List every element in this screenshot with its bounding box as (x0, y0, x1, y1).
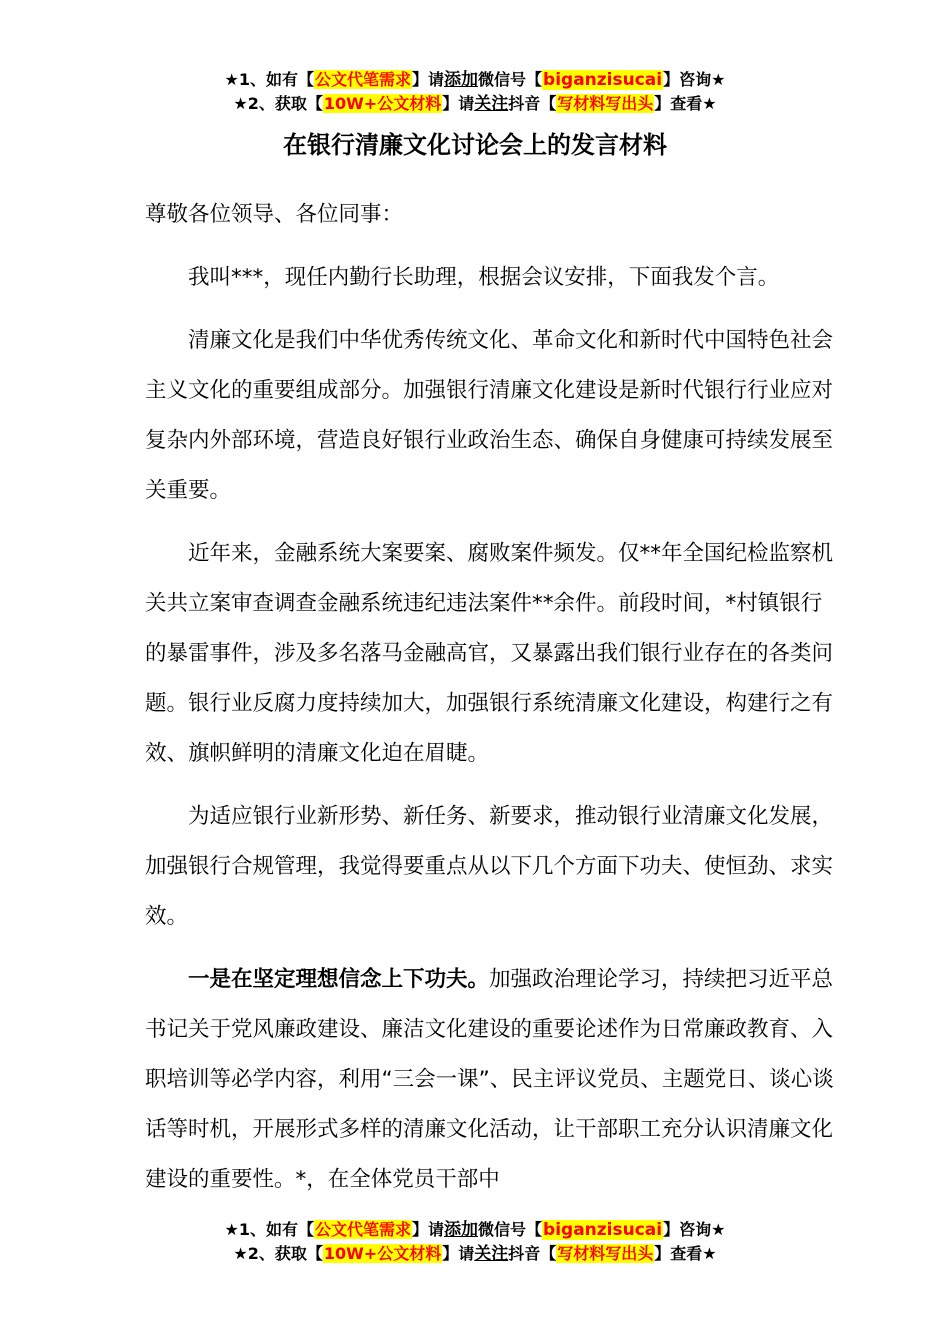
highlight-wechat-id: biganzisucai (543, 70, 663, 90)
document-title: 在银行清廉文化讨论会上的发言材料 (283, 131, 667, 159)
highlight-materials: 10W+公文材料 (323, 94, 442, 113)
highlight-douyin-account: 写材料写出头 (557, 1244, 654, 1263)
paragraph-approach: 为适应银行业新形势、新任务、新要求，推动银行业清廉文化发展，加强银行合规管理，我觉得要重点从以下几个方面下功夫、使恒劲、求实效。 (145, 804, 834, 929)
document-body (145, 190, 835, 1218)
header-banner (0, 68, 950, 116)
footer-banner-line-1: ★1、如有【公文代笔需求】请添加微信号【biganzisucai】咨询★ (224, 1220, 726, 1240)
point-one-text: 加强政治理论学习，持续把习近平总书记关于党风廉政建设、廉洁文化建设的重要论述作为日常廉政教育、入职培训等必学内容，利用“三会一课”、民主评议党员、主题党日、谈心谈话等时机，开展形式多样的清廉文化活动，让干部职工充分认识清廉文化建设的重要性。*，在全体党员干部中 (145, 967, 834, 1192)
footer-banner (0, 1218, 950, 1266)
paragraph-importance: 清廉文化是我们中华优秀传统文化、革命文化和新时代中国特色社会主义文化的重要组成部分。加强银行清廉文化建设是新时代银行行业应对复杂内外部环境，营造良好银行业政治生态、确保自身健康可持续发展至关重要。 (145, 328, 834, 503)
footer-banner-line-2: ★2、获取【10W+公文材料】请关注抖音【写材料写出头】查看★ (233, 1244, 717, 1264)
paragraph-point-one (145, 955, 835, 1205)
point-one-heading: 一是在坚定理想信念上下功夫。 (188, 967, 490, 992)
header-banner-line-1: ★1、如有【公文代笔需求】请添加微信号【biganzisucai】咨询★ (224, 70, 726, 90)
paragraph-intro: 我叫***，现任内勤行长助理，根据会议安排，下面我发个言。 (188, 265, 780, 290)
highlight-wechat-id: biganzisucai (543, 1220, 663, 1240)
highlight-service: 公文代笔需求 (315, 1220, 412, 1239)
header-banner-line-2: ★2、获取【10W+公文材料】请关注抖音【写材料写出头】查看★ (233, 94, 717, 114)
highlight-douyin-account: 写材料写出头 (557, 94, 654, 113)
salutation: 尊敬各位领导、各位同事： (145, 202, 404, 227)
highlight-service: 公文代笔需求 (315, 70, 412, 89)
paragraph-background: 近年来，金融系统大案要案、腐败案件频发。仅**年全国纪检监察机关共立案审查调查金融系统违纪违法案件**余件。前段时间，*村镇银行的暴雷事件，涉及多名落马金融高官，又暴露出我们银行业存在的各类问题。银行业反腐力度持续加大，加强银行系统清廉文化建设，构建行之有效、旗帜鲜明的清廉文化迫在眉睫。 (145, 541, 834, 766)
highlight-materials: 10W+公文材料 (323, 1244, 442, 1263)
